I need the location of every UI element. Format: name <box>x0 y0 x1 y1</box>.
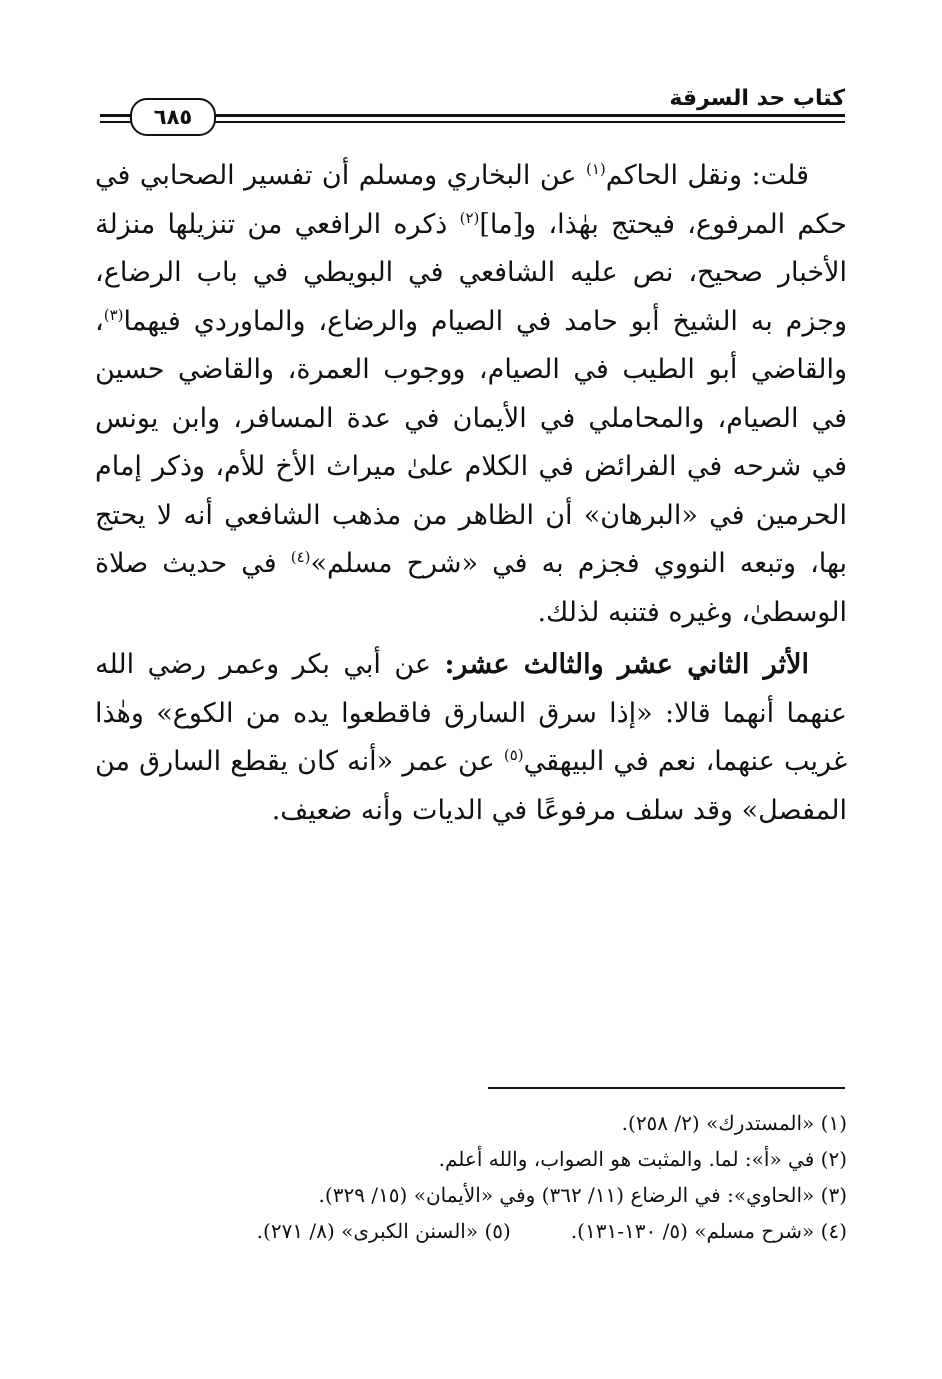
footnote-ref-5: (٥) <box>503 746 524 764</box>
text-segment: ذكره الرافعي من تنزيلها منزلة الأخبار صحيح، نص عليه الشافعي في البويطي في باب الرضاع، وجزم به الشيخ أبو حامد في الصيام والرضاع، والماوردي فيهما <box>95 208 847 337</box>
footnote-ref-2: (٢) <box>459 208 480 227</box>
text-segment: عن عمر «أنه كان يقطع السارق من المفصل» وقد سلف مرفوعًا في الديات وأنه ضعيف. <box>95 746 847 826</box>
page-number-badge: ٦٨٥ <box>130 98 216 136</box>
text-segment: ، والقاضي أبو الطيب في الصيام، ووجوب العمرة، والقاضي حسين في الصيام، والمحاملي في الأيمان في عدة المسافر، وابن يونس في شرحه في الفرائض في الكلام علىٰ ميراث الأخ للأم، وذكر إمام الحرمين في «البرهان» أن الظاهر من مذهب الشافعي أنه لا يحتج بها، وتبعه النووي فجزم به في «شرح مسلم» <box>95 305 847 579</box>
footnote-ref-4: (٤) <box>290 548 311 566</box>
footnote-4: (٤) «شرح مسلم» (٥/ ١٣٠-١٣١). <box>570 1219 847 1243</box>
text-segment: قلت: ونقل الحاكم <box>605 160 809 191</box>
page-header <box>100 84 845 134</box>
paragraph-hakim <box>95 152 847 637</box>
main-text <box>95 152 847 835</box>
running-title: كتاب حد السرقة <box>669 86 845 111</box>
footnote-5: (٥) «السنن الكبرى» (٨/ ٢٧١). <box>256 1219 511 1243</box>
text-segment: عن البخاري ومسلم أن تفسير الصحابي في حكم المرفوع، فيحتج بهٰذا، و[ما] <box>95 160 847 240</box>
footnote-ref-3: (٣) <box>103 305 124 324</box>
section-label: الأثر الثاني عشر والثالث عشر: <box>444 649 809 680</box>
footnote-2: (٢) في «أ»: لما. والمثبت هو الصواب، والله أعلم. <box>438 1147 847 1171</box>
footnote-ref-1: (١) <box>585 160 606 178</box>
footnote-3: (٣) «الحاوي»: في الرضاع (١١/ ٣٦٢) وفي «الأيمان» (١٥/ ٣٢٩). <box>318 1183 847 1207</box>
text-segment: عن أبي بكر وعمر رضي الله عنهما أنهما قالا: «إذا سرق السارق فاقطعوا يده من الكوع» وهٰذا غريب عنهما، نعم في البيهقي <box>95 649 847 777</box>
footnote-1: (١) «المستدرك» (٢/ ٢٥٨). <box>621 1111 847 1135</box>
text-segment: في حديث صلاة الوسطىٰ، وغيره فتنبه لذلك. <box>95 548 847 628</box>
footnote-line-4-5 <box>150 1213 847 1249</box>
paragraph-athar-12-13 <box>95 641 847 835</box>
footnotes <box>150 1105 847 1249</box>
footnote-separator <box>488 1087 845 1089</box>
